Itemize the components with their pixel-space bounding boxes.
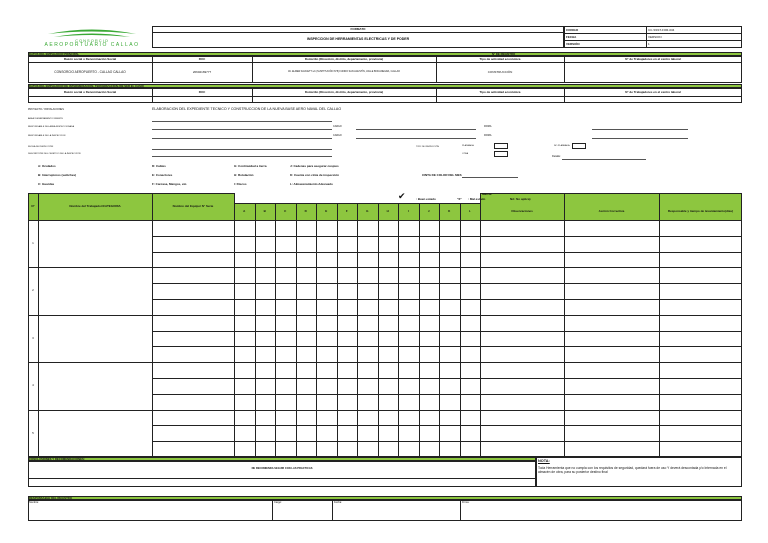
grid-vline <box>152 193 153 457</box>
tipo-insp-label: TIPO DE INSPECCIÓN <box>416 146 439 148</box>
nota-label: NOTA: <box>538 459 550 463</box>
col-obs-header: Observaciones <box>511 208 533 213</box>
grid-hline <box>152 252 742 253</box>
int-col-trabajadores: N° de Trabajadores en el centro laboral <box>625 90 681 94</box>
cargo-label-2: CARGO <box>333 134 342 137</box>
col-equipo-header: Nombre del Equipo/ N° Serie <box>172 203 214 208</box>
legend-h: H: Rotulación <box>234 173 254 177</box>
buenas-practicas: DE RECOMIENDA SEGUIR CON LAS PRACTICAS <box>251 467 313 470</box>
responsable-label: RESPONSABLE DEL REGISTRO <box>29 495 72 500</box>
emp-ruc: 20602169777 <box>192 70 212 74</box>
letter-header-j: J <box>427 208 430 213</box>
letter-header-k: K <box>448 208 451 213</box>
page-title: INSPECCION DE HERRAMIENTAS ELECTRICAS Y DE PODER <box>306 37 410 41</box>
resp-insp-label: RESPONSABLE DE LA INSPECCION <box>28 135 66 137</box>
emp-col-tipo: Tipo de actividad económica <box>479 57 521 61</box>
fecha-label: FECHA <box>566 34 577 39</box>
fecha-insp-label: FECHA DE INSPECCIÓN <box>28 146 54 148</box>
grid-hline <box>152 236 742 237</box>
int-col-razon: Razón social o Denominación Social <box>63 90 117 94</box>
proyecto-label: PROYECTO / INSTALACIONES <box>28 108 64 111</box>
letter-header-e: E <box>325 208 328 213</box>
grid-hline <box>28 410 742 411</box>
revision-label: VERSIÓN <box>566 41 580 46</box>
legend-c: C: Guardas <box>38 182 55 186</box>
grid-vline <box>38 193 39 457</box>
revision-value: 1 <box>648 41 650 46</box>
responsable-box <box>28 500 742 521</box>
int-col-tipo: Tipo de actividad económica <box>479 90 521 94</box>
letter-header-c: C <box>284 208 287 213</box>
nombre-label: Nombre: <box>29 501 39 504</box>
emp-col-trabajadores: N° de Trabajadores en el centro laboral <box>625 57 681 61</box>
letter-header-i: I <box>407 208 409 213</box>
area-label: ÁREA/ DEPARTAMENTO/ FRENTE <box>28 118 63 120</box>
registro-label: N° DE REGISTRO <box>492 51 516 56</box>
grid-vline <box>564 193 565 457</box>
firma-label-2: FIRMA <box>484 134 492 137</box>
fecha-footer-label: Fecha: <box>334 501 342 504</box>
row-number: 2 <box>32 288 34 293</box>
legend-e: E: Conectores <box>152 173 173 177</box>
inspection-table <box>28 193 742 457</box>
grid-hline <box>152 331 742 332</box>
planeada-label: PLANEADA <box>462 145 474 147</box>
letter-header-h: H <box>386 208 389 213</box>
cargo-label-1: CARGO <box>333 125 342 128</box>
row-number: 3 <box>32 335 34 340</box>
grid-hline <box>152 441 742 442</box>
na-text: NA: No aplica) <box>510 196 531 201</box>
cinta-label: CINTA DE COLOR DEL MES <box>422 173 462 177</box>
legend-a: A: Oculados <box>38 164 56 168</box>
empleador-section-label: DATOS DEL EMPLEADOR PRINCIPAL <box>29 51 80 56</box>
col-name-header: Nombre del Trabajador/CATEGORIA <box>69 203 121 208</box>
row-number: 5 <box>32 430 34 435</box>
conclusiones-label: CONCLUSIONES Y RECOMENDACIONES: <box>29 456 85 461</box>
detalle-label: Detalle: <box>552 155 561 158</box>
grid-vline <box>659 193 660 457</box>
legend-f: F: Carcasa, Mangos, etc. <box>152 182 188 186</box>
header-formato: FORMATO <box>350 26 366 31</box>
codigo-label: CODIGO <box>566 27 579 32</box>
grid-hline <box>152 299 742 300</box>
bad-mark: "X" <box>457 196 462 201</box>
logo-line1: CONSORCIO <box>75 38 109 43</box>
logo-line2: AEROPORTUARIO CALLAO <box>44 42 140 48</box>
emp-col-ruc: RUC <box>198 57 206 61</box>
grid-hline <box>152 346 742 347</box>
emp-col-domicilio: Domicilio (Dirección, distrito, departamento, provincia) <box>304 57 384 61</box>
fecha-value: VERSION <box>648 34 662 39</box>
col-accion-header: Acción Correctiva <box>598 208 625 213</box>
legend-i: I: Discos <box>234 182 247 186</box>
letter-header-b: B <box>263 208 266 213</box>
int-col-domicilio: Domicilio (Dirección, distrito, departamento, provincia) <box>304 90 384 94</box>
grid-hline <box>28 267 742 268</box>
objetivo-label: DESCRIPCIÓN DEL OBJETIVO DE LA INSPECCIÓN <box>28 153 81 155</box>
row-number: 1 <box>32 241 34 246</box>
row-number: 4 <box>32 383 34 388</box>
planeada-checkbox[interactable] <box>494 143 508 149</box>
no-planeada-checkbox[interactable] <box>572 143 586 149</box>
legend-d: D: Cables <box>152 164 166 168</box>
col-n-header: N° <box>31 203 35 208</box>
letter-header-g: G <box>366 208 369 213</box>
emp-razon: CONSORCIO AEROPUERTO - CALLAO CALLAO <box>54 70 126 74</box>
legend-g: G: Continuidad a tierra <box>234 164 267 168</box>
legend-l: L: Almacenamiento Adecuado <box>290 182 333 186</box>
col-resp-header: Responsable y tiempo de levantamiento(días) <box>667 208 734 213</box>
otra-checkbox[interactable] <box>494 151 508 157</box>
legend-b: B: Interruptores (switches) <box>38 173 77 177</box>
codigo-value: CC-SSST-FOR-034 <box>648 27 675 32</box>
firma-label-1: FIRMA <box>484 125 492 128</box>
grid-hline <box>28 362 742 363</box>
grid-hline <box>28 315 742 316</box>
grid-hline <box>28 220 742 221</box>
emp-tipo: CONSTRUCCIÓN <box>487 70 513 74</box>
proyecto-value: ELABORACION DEL EXPEDIENTE TECNICO Y CONSTRUCCION DE LA NUEVA BASE AERO NAVAL DEL CALLAO <box>152 106 342 111</box>
letter-header-l: L <box>468 208 471 213</box>
grid-vline <box>480 193 481 457</box>
grid-vline <box>234 193 235 457</box>
int-col-ruc: RUC <box>198 90 206 94</box>
legend-j: J: Cadenas para asegurar cuspies <box>290 164 339 168</box>
grid-hline <box>152 378 742 379</box>
grid-hline <box>152 394 742 395</box>
conclusiones-box[interactable] <box>28 461 536 487</box>
grid-hline <box>152 283 742 284</box>
letter-header-a: A <box>243 208 246 213</box>
ok-text: : Buen estado <box>416 196 436 201</box>
no-planeada-label: NO PLANEADA <box>554 145 570 147</box>
resp-area-label: RESPONSABLE DEL AREA INSPECCIONADA <box>28 126 75 128</box>
legend-k: K: Cuenta con cinta de inspección <box>290 173 340 177</box>
bad-text: : Mal estado <box>468 196 486 201</box>
marcar-label: Marcar <box>482 191 492 196</box>
emp-domicilio: AV. ELMER FAUCETT s/n (SUSTITUCIÓN N°8) FUNDO SAN AGUSTÍN, VALLE BOCANEGRA, CALLAO <box>287 70 401 73</box>
cargo-footer-label: Cargo: <box>274 501 282 504</box>
otra-label: OTRA <box>462 153 469 155</box>
intermediacion-section-label: DATOS DEL EMPLEADOR DE INTERMEDIACIÓN, TERCERIZACIÓN (DE SER EL CASO) <box>29 83 145 88</box>
check-icon: ✔ <box>398 191 406 201</box>
letter-header-f: F <box>345 208 348 213</box>
emp-col-razon: Razón social o Denominación Social <box>63 57 117 61</box>
marks-strip <box>234 193 480 203</box>
logo <box>28 27 156 49</box>
letter-header-d: D <box>304 208 307 213</box>
grid-hline <box>152 425 742 426</box>
firma-footer-label: Firma: <box>462 501 470 504</box>
nota-text: Toda Herramienta que no cumpla con los requisitos de seguridad, quedará fuera de uso Y deverá descontada y/o Internada en el almacén de obra, para su posterior destino final <box>538 466 727 475</box>
